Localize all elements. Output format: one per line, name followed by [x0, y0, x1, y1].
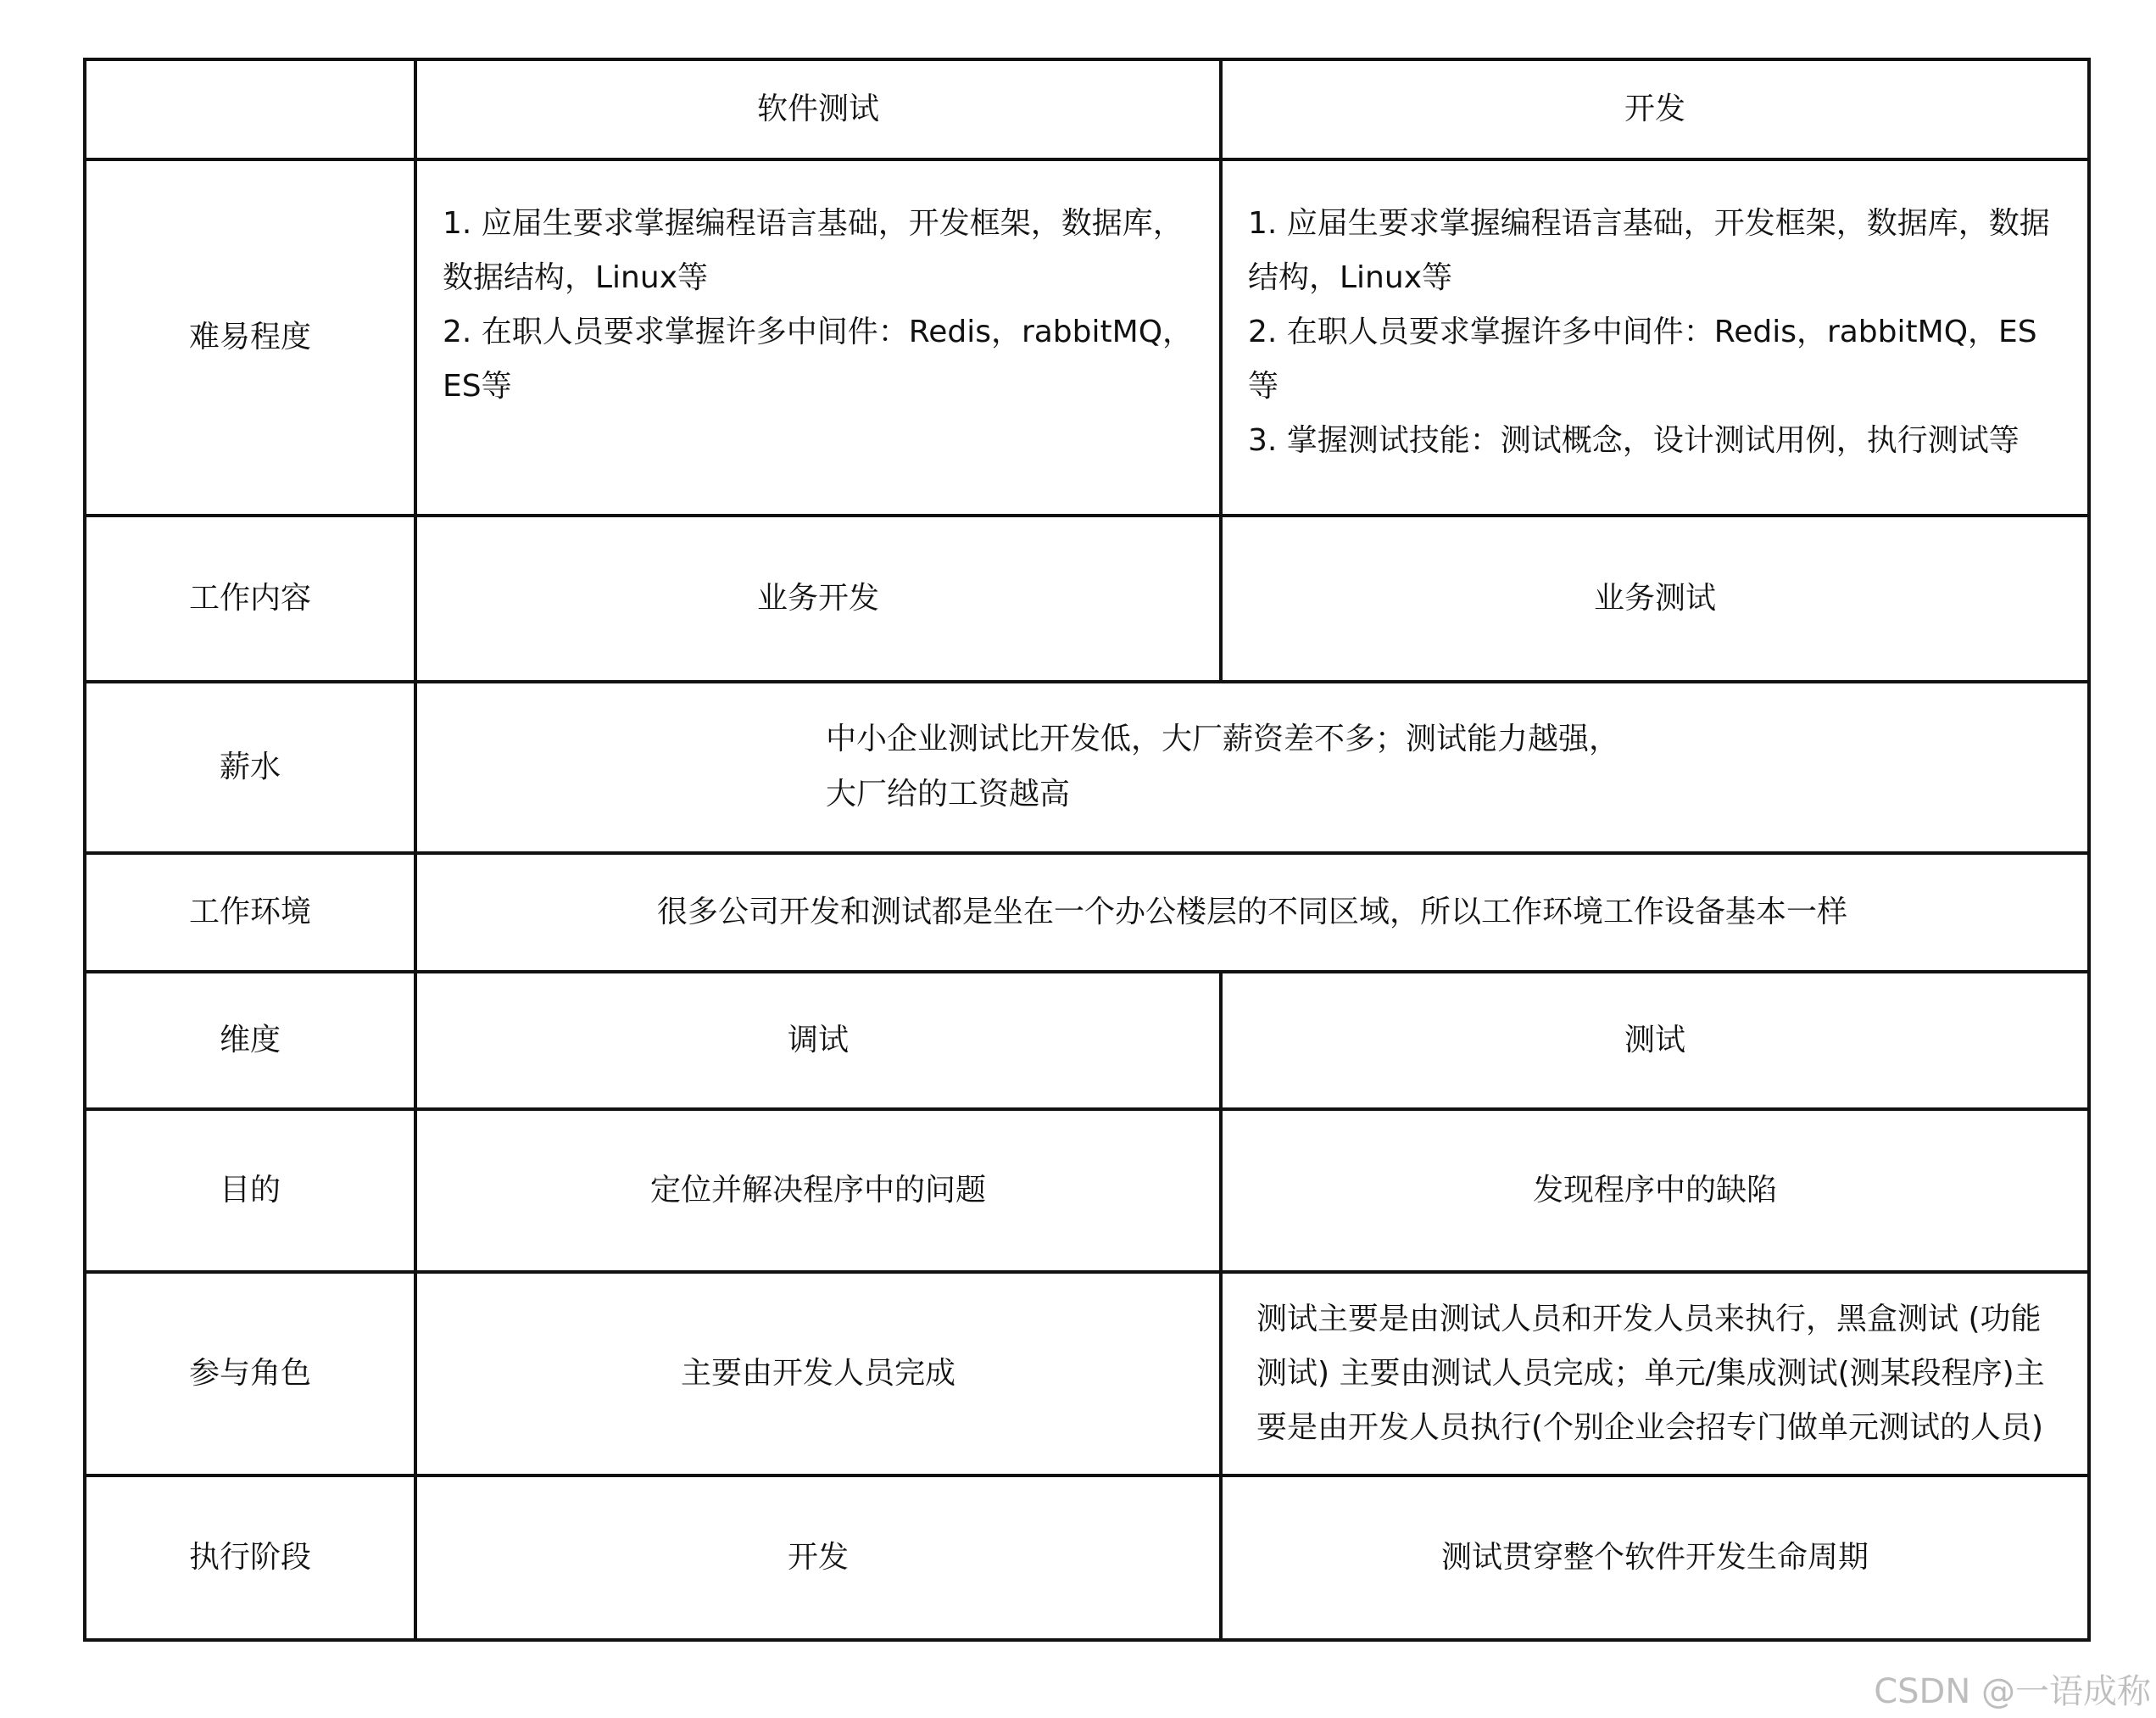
- list-item: 1. 应届生要求掌握编程语言基础，开发框架，数据库，数据结构，Linux等: [443, 206, 1184, 296]
- purpose-testing-cell: 发现程序中的缺陷: [1219, 1107, 2091, 1274]
- row-label-roles: 参与角色: [83, 1270, 417, 1477]
- row-label-dimension: 维度: [83, 970, 417, 1111]
- list-item: 2. 在职人员要求掌握许多中间件：Redis，rabbitMQ，ES等: [1248, 315, 2037, 404]
- row-label-work-environment: 工作环境: [83, 851, 417, 973]
- list-item: 2. 在职人员要求掌握许多中间件：Redis，rabbitMQ，ES等: [443, 315, 1194, 404]
- row-label-salary: 薪水: [83, 680, 417, 855]
- watermark: CSDN @一语成称: [1874, 1672, 2151, 1711]
- row-label-difficulty: 难易程度: [83, 158, 417, 517]
- header-testing: 测试: [1219, 970, 2091, 1111]
- work-content-development-cell: 业务测试: [1219, 514, 2091, 683]
- execution-testing-cell: 测试贯穿整个软件开发生命周期: [1219, 1474, 2091, 1642]
- header-blank-cell: [83, 58, 417, 161]
- purpose-debugging-cell: 定位并解决程序中的问题: [414, 1107, 1223, 1274]
- salary-merged-cell: [414, 680, 2091, 855]
- difficulty-development-cell: [1219, 158, 2091, 517]
- list-item: 3. 掌握测试技能：测试概念，设计测试用例，执行测试等: [1248, 423, 2020, 459]
- header-development: 开发: [1219, 58, 2091, 161]
- comparison-table: [83, 58, 2091, 1642]
- difficulty-development-list: [1248, 197, 2067, 468]
- list-item: 1. 应届生要求掌握编程语言基础，开发框架，数据库，数据结构，Linux等: [1248, 206, 2050, 296]
- header-software-testing: 软件测试: [414, 58, 1223, 161]
- roles-debugging-cell: 主要由开发人员完成: [414, 1270, 1223, 1477]
- row-label-work-content: 工作内容: [83, 514, 417, 683]
- header-debugging: 调试: [414, 970, 1223, 1111]
- row-label-execution-phase: 执行阶段: [83, 1474, 417, 1642]
- difficulty-testing-list: [443, 197, 1199, 414]
- row-label-purpose: 目的: [83, 1107, 417, 1274]
- difficulty-testing-cell: [414, 158, 1223, 517]
- roles-testing-cell: 测试主要是由测试人员和开发人员来执行，黑盒测试 (功能测试) 主要由测试人员完成；单元/集成测试(测某段程序)主要是由开发人员执行(个别企业会招专门做单元测试的人员): [1219, 1270, 2091, 1477]
- work-environment-merged-cell: 很多公司开发和测试都是坐在一个办公楼层的不同区域，所以工作环境工作设备基本一样: [414, 851, 2091, 973]
- work-content-testing-cell: 业务开发: [414, 514, 1223, 683]
- execution-debugging-cell: 开发: [414, 1474, 1223, 1642]
- salary-text: 中小企业测试比开发低，大厂薪资差不多；测试能力越强，大厂给的工资越高: [826, 722, 1620, 812]
